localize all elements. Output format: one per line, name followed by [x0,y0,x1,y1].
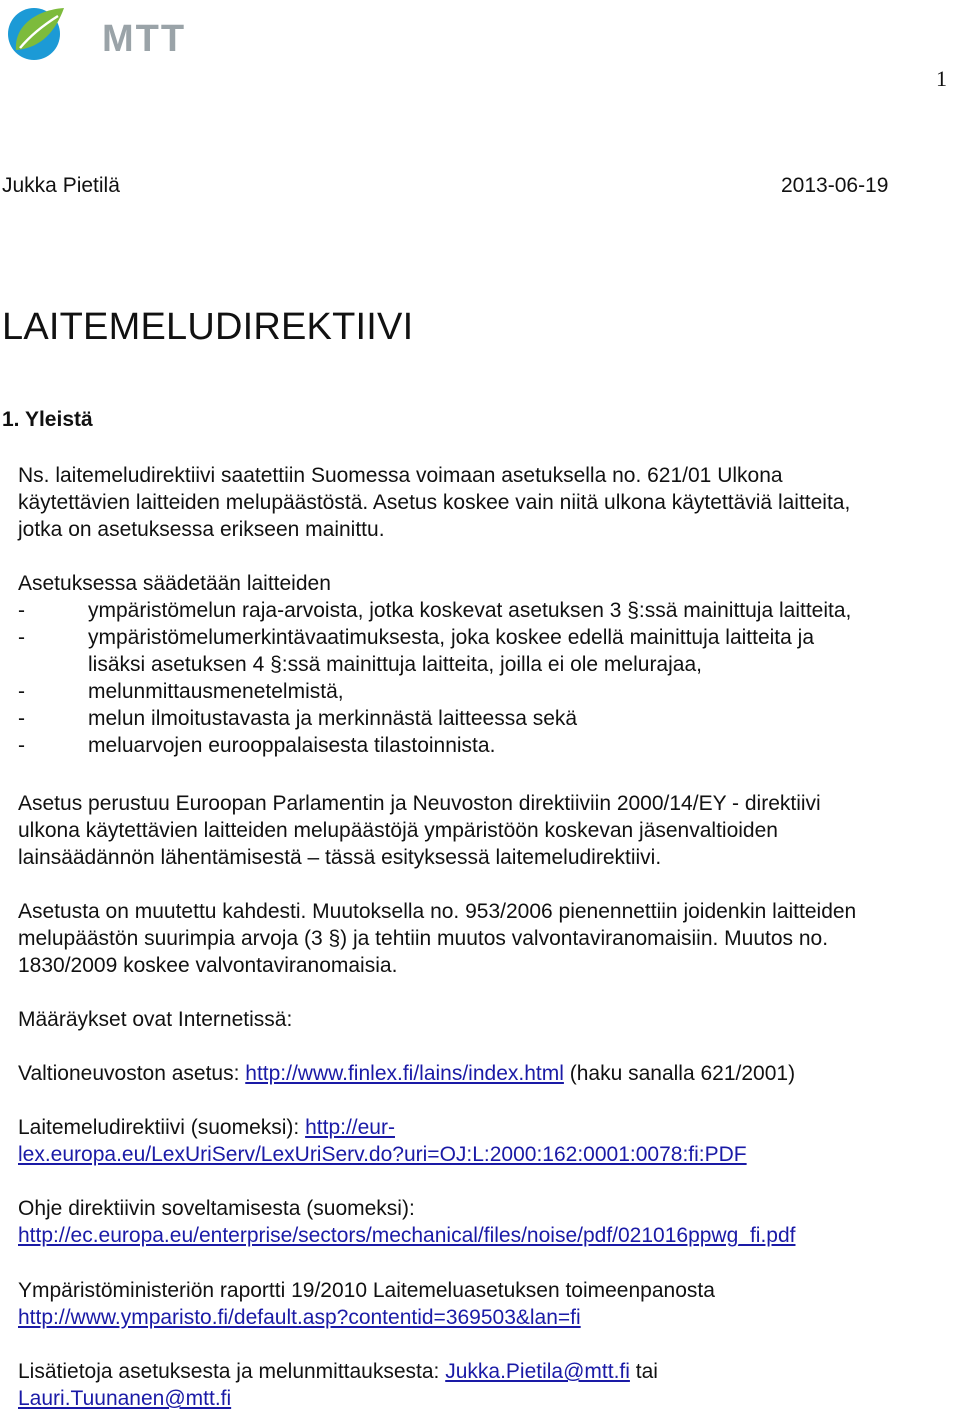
ymparisto-link[interactable]: http://www.ymparisto.fi/default.asp?contentid=369503&lan=fi [18,1306,581,1329]
list-dash: - [18,707,25,730]
list-item-text: ympäristömelumerkintävaatimuksesta, joka koskee edellä mainittuja laitteita ja [88,626,814,649]
list-item [18,732,958,759]
finlex-reference [18,1060,958,1087]
directive-paragraph [18,790,958,871]
document-date: 2013-06-19 [781,174,889,197]
text-line: melupäästön suurimpia arvoja (3 §) ja tehtiin muutos valvontaviranomaisiin. Muutos no. [18,927,829,950]
logo-text: MTT [102,18,187,60]
section-heading: 1. Yleistä [2,408,93,431]
text-line: Asetus perustuu Euroopan Parlamentin ja Neuvoston direktiiviin 2000/14/EY - direktiivi [18,792,821,815]
text-line: ulkona käytettävien laitteiden melupäästöjä ympäristöön koskevan jäsenvaltioiden [18,819,778,842]
list-item-text: ympäristömelun raja-arvoista, jotka koskevat asetuksen 3 §:ssä mainittuja laitteita, [88,599,852,622]
reference-label: Laitemeludirektiivi (suomeksi): [18,1116,306,1139]
text-line: jotka on asetuksessa erikseen mainittu. [18,518,385,541]
text-line: Asetusta on muutettu kahdesti. Muutoksella no. 953/2006 pienennettiin joidenkin laitteiden [18,900,857,923]
email-link-jukka[interactable]: Jukka.Pietila@mtt.fi [445,1360,630,1383]
regulation-list [18,570,958,759]
contact-info [18,1358,958,1412]
text-line: Ns. laitemeludirektiivi saatettiin Suomessa voimaan asetuksella no. 621/01 Ulkona [18,464,783,487]
contact-label: Lisätietoja asetuksesta ja melunmittauksesta: [18,1360,446,1383]
page-number: 1 [936,66,947,91]
guide-reference [18,1195,958,1249]
list-item [18,597,958,624]
list-item-text: melunmittausmenetelmistä, [88,680,344,703]
regulations-intro: Määräykset ovat Internetissä: [18,1008,293,1031]
list-dash: - [18,734,25,757]
mtt-logo [6,4,220,64]
eurlex-link[interactable]: http://eur- [305,1116,395,1139]
eurlex-link-continued[interactable]: lex.europa.eu/LexUriServ/LexUriServ.do?uri=OJ:L:2000:162:0001:0078:fi:PDF [18,1143,747,1166]
page-title: LAITEMELUDIREKTIIVI [2,306,414,348]
ec-europa-link[interactable]: http://ec.europa.eu/enterprise/sectors/mechanical/files/noise/pdf/021016ppwg_fi.pdf [18,1224,796,1247]
reference-label: Valtioneuvoston asetus: [18,1062,246,1085]
intro-paragraph [18,462,958,543]
text-line: 1830/2009 koskee valvontaviranomaisia. [18,954,398,977]
list-dash: - [18,626,25,649]
reference-suffix: (haku sanalla 621/2001) [563,1062,796,1085]
list-dash: - [18,680,25,703]
list-dash: - [18,599,25,622]
mtt-logo-graphic [6,4,220,64]
finlex-link[interactable]: http://www.finlex.fi/lains/index.html [245,1062,564,1085]
list-intro: Asetuksessa säädetään laitteiden [18,572,331,595]
list-item [18,705,958,732]
list-item-text: meluarvojen eurooppalaisesta tilastoinnista. [88,734,496,757]
author-name: Jukka Pietilä [2,174,120,197]
amendments-paragraph [18,898,958,979]
list-item [18,678,958,705]
reference-label: Ympäristöministeriön raportti 19/2010 Laitemeluasetuksen toimeenpanosta [18,1279,715,1302]
contact-joiner: tai [629,1360,658,1383]
reference-label: Ohje direktiivin soveltamisesta (suomeksi): [18,1197,415,1220]
list-item [18,624,958,651]
eurlex-reference [18,1114,958,1168]
text-line: lainsäädännön lähentämisestä – tässä esityksessä laitemeludirektiivi. [18,846,662,869]
list-item-text: melun ilmoitustavasta ja merkinnästä laitteessa sekä [88,707,578,730]
ministry-report-reference [18,1277,958,1331]
email-link-lauri[interactable]: Lauri.Tuunanen@mtt.fi [18,1387,232,1410]
list-item-continuation: lisäksi asetuksen 4 §:ssä mainittuja laitteita, joilla ei ole melurajaa, [88,653,702,676]
text-line: käytettävien laitteiden melupäästöstä. Asetus koskee vain niitä ulkona käytettäviä laitteita, [18,491,851,514]
